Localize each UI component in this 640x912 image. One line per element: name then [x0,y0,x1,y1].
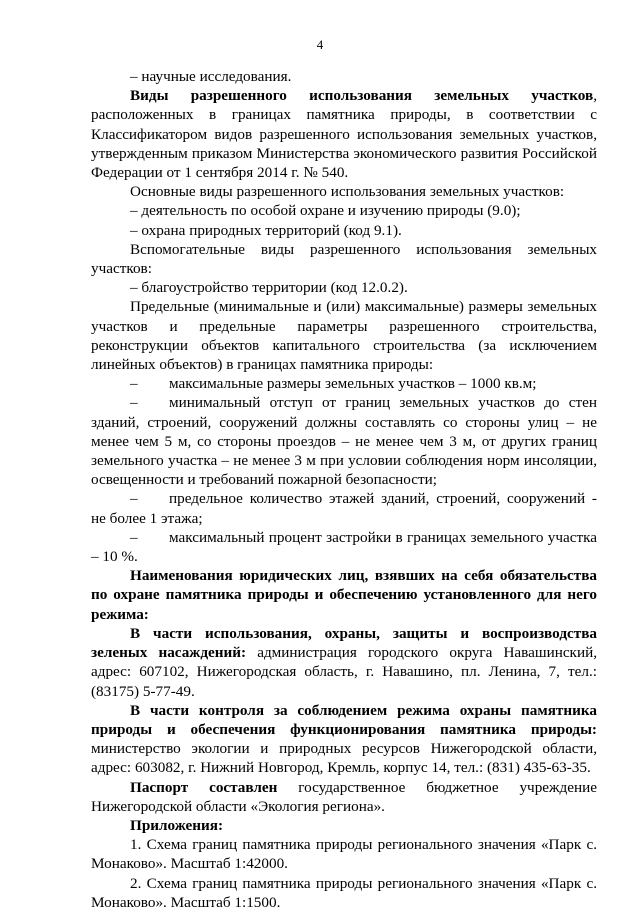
paragraph-passport-text: государственное бюджетное учреждение Нижегородской области «Экология региона». [91,778,597,815]
list-dash: – [130,375,138,393]
paragraph-green-spaces-text: администрация городского округа Навашинский, адрес: 607102, Нижегородская область, г. Навашино, пл. Ленина, 7, тел.: (83175) 5-77-49. [91,644,597,700]
document-body [91,67,597,912]
list-item-text: максимальный процент застройки в границах земельного участка – 10 %. [91,528,597,566]
paragraph-permitted-use [91,86,597,182]
list-dash: – [130,490,138,508]
paragraph-research: – научные исследования. [130,68,292,85]
list-item-text: предельное количество этажей зданий, строений, сооружений - не более 1 этажа; [91,490,597,527]
list-item-build-percent [91,528,597,566]
list-item-main-use-2: – охрана природных территорий (код 9.1). [130,221,402,239]
heading-legal-entities-text: Наименования юридических лиц, взявших на себя обязательства по охране памятника природы и обеспечению установленного для него режима: [91,567,597,623]
paragraph-control-text: министерство экологии и природных ресурсов Нижегородской области, адрес: 603082, г. Нижний Новгород, Кремль, корпус 14, тел.: (831) 435-63-35. [91,740,597,777]
heading-control: В части контроля за соблюдением режима охраны памятника природы и обеспечения функционирования памятника природы: [91,701,597,738]
paragraph-green-spaces [91,624,597,701]
appendix-item-1: 1. Схема границ памятника природы регионального значения «Парк с. Монаково». Масштаб 1:42000. [91,836,597,873]
list-item-max-size [91,374,597,393]
heading-appendices-text: Приложения: [130,816,224,834]
heading-green-spaces: В части использования, охраны, защиты и воспроизводства зеленых насаждений: [91,624,597,662]
list-item-main-use-1: – деятельность по особой охране и изучению природы (9.0); [130,202,521,220]
heading-passport: Паспорт составлен [130,778,278,796]
list-dash: – [130,394,138,412]
page-number: 4 [316,37,324,52]
list-item-text: максимальные размеры земельных участков – 1000 кв.м; [169,375,537,393]
list-item-min-offset [91,393,597,489]
paragraph-main-uses: Основные виды разрешенного использования земельных участков: [130,183,565,201]
list-dash: – [130,528,138,546]
list-item-auxiliary-use-1: – благоустройство территории (код 12.0.2). [130,279,408,297]
paragraph-permitted-use-text: , расположенных в границах памятника природы, в соответствии с Классификатором видов разрешенного использования земельных участков, утвержденным приказом Министерства экономического развития Российской Федерации от 1 сентября 2014 г. № 540. [91,87,597,182]
paragraph-limit-sizes: Предельные (минимальные и (или) максимальные) размеры земельных участков и предельные параметры разрешенного строительства, реконструкции объектов капитального строительства (за исключением линейных объектов) в границах памятника природы: [91,298,597,374]
heading-permitted-use: Виды разрешенного использования земельных участков [130,87,594,105]
paragraph-auxiliary-uses: Вспомогательные виды разрешенного использования земельных участков: [91,240,597,278]
heading-legal-entities [91,566,597,624]
list-item-text: минимальный отступ от границ земельных участков до стен зданий, строений, сооружений должны составлять со стороны улиц – не менее чем 5 м, со стороны проездов – не менее чем 3 м, от других границ земельного участка – не менее 3 м при условии соблюдения норм инсоляции, освещенности и требований пожарной безопасности; [91,394,597,489]
list-item-floors [91,489,597,527]
heading-appendices [91,816,597,835]
paragraph-passport [91,778,597,816]
appendix-item-2: 2. Схема границ памятника природы регионального значения «Парк с. Монаково». Масштаб 1:1500. [91,874,597,911]
paragraph-control [91,701,597,778]
